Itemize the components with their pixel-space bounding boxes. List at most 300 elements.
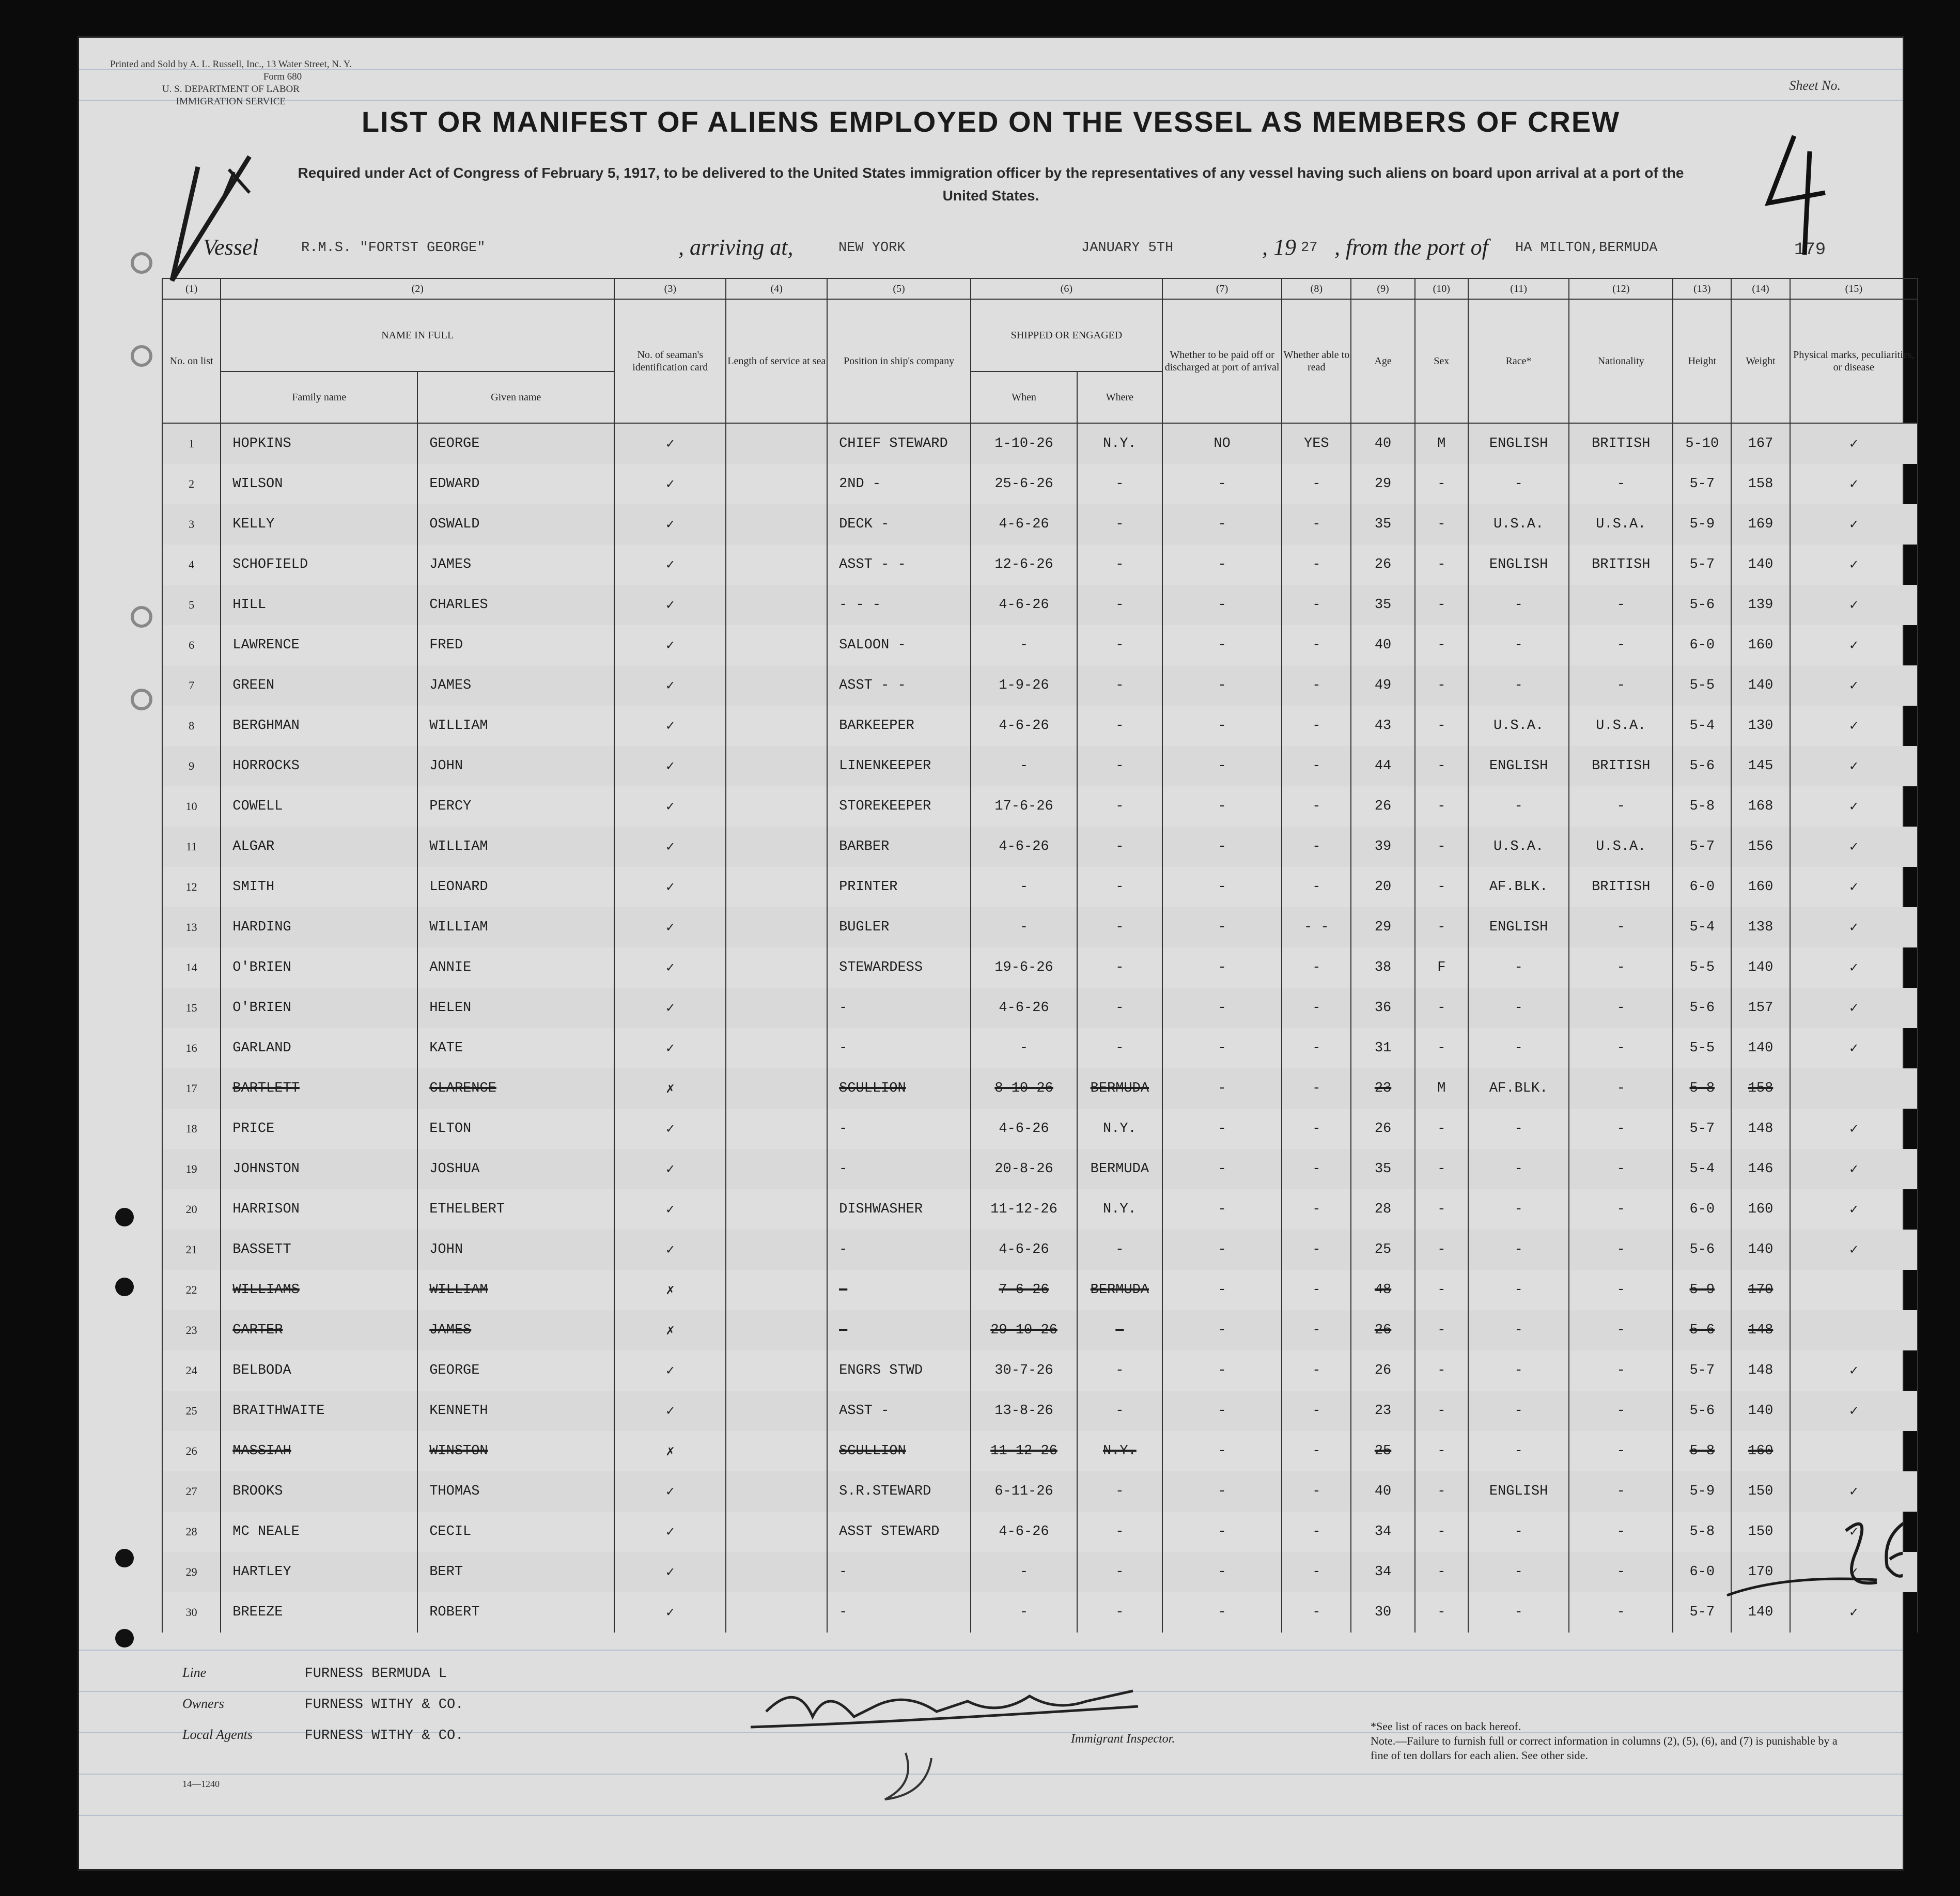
cell-phys: ✓ — [1790, 907, 1918, 947]
cell-weight: 158 — [1731, 464, 1790, 504]
cell-age: 48 — [1351, 1270, 1415, 1310]
cell-given: HELEN — [417, 988, 614, 1028]
cell-length — [726, 786, 827, 827]
cell-no: 17 — [162, 1068, 221, 1109]
cell-family: MASSIAH — [221, 1431, 417, 1471]
cell-height: 5-8 — [1673, 1431, 1731, 1471]
cell-length — [726, 1149, 827, 1189]
cell-length — [726, 1350, 827, 1391]
colnum: (15) — [1790, 278, 1918, 299]
cell-sex: - — [1415, 1391, 1468, 1431]
cell-length — [726, 464, 827, 504]
cell-age: 34 — [1351, 1552, 1415, 1592]
cell-sex: - — [1415, 867, 1468, 907]
cell-paid: - — [1162, 947, 1282, 988]
page-title: LIST OR MANIFEST OF ALIENS EMPLOYED ON THE VESSEL AS MEMBERS OF CREW — [361, 105, 1621, 138]
arrival-date: JANUARY 5TH — [1081, 240, 1174, 256]
cell-id: ✓ — [614, 665, 726, 706]
cell-given: KATE — [417, 1028, 614, 1068]
cell-age: 26 — [1351, 1350, 1415, 1391]
cell-family: BARTLETT — [221, 1068, 417, 1109]
colnum: (1) — [162, 278, 221, 299]
cell-id: ✓ — [614, 1350, 726, 1391]
cell-length — [726, 1512, 827, 1552]
cell-paid: - — [1162, 1552, 1282, 1592]
cell-race: - — [1468, 786, 1569, 827]
cell-sex: - — [1415, 1189, 1468, 1230]
cell-id: ✓ — [614, 827, 726, 867]
cell-length — [726, 907, 827, 947]
cell-length — [726, 706, 827, 746]
cell-race: - — [1468, 1350, 1569, 1391]
cell-length — [726, 746, 827, 786]
cell-given: EDWARD — [417, 464, 614, 504]
cell-weight: 157 — [1731, 988, 1790, 1028]
cell-weight: 160 — [1731, 1431, 1790, 1471]
footer-notes — [1371, 1719, 1846, 1763]
cell-when: - — [971, 867, 1077, 907]
table-row — [162, 545, 1918, 585]
cell-family: BELBODA — [221, 1350, 417, 1391]
cell-age: 44 — [1351, 746, 1415, 786]
cell-phys: ✓ — [1790, 786, 1918, 827]
cell-length — [726, 545, 827, 585]
cell-weight: 145 — [1731, 746, 1790, 786]
cell-position: BARBER — [827, 827, 971, 867]
year-suffix: 27 — [1301, 240, 1318, 256]
cell-id: ✓ — [614, 1149, 726, 1189]
cell-given: CECIL — [417, 1512, 614, 1552]
cell-position: - — [827, 988, 971, 1028]
cell-age: 28 — [1351, 1189, 1415, 1230]
cell-race: - — [1468, 947, 1569, 988]
cell-nationality: - — [1569, 988, 1673, 1028]
cell-position: S.R.STEWARD — [827, 1471, 971, 1512]
cell-id: ✓ — [614, 786, 726, 827]
cell-no: 15 — [162, 988, 221, 1028]
cell-nationality: - — [1569, 1109, 1673, 1149]
cell-given: WILLIAM — [417, 1270, 614, 1310]
cell-length — [726, 1310, 827, 1350]
cell-height: 5-4 — [1673, 1149, 1731, 1189]
cell-read: - — [1282, 1189, 1351, 1230]
cell-where: - — [1077, 464, 1162, 504]
cell-phys: ✓ — [1790, 545, 1918, 585]
cell-race: AF.BLK. — [1468, 1068, 1569, 1109]
cell-length — [726, 1109, 827, 1149]
cell-when: 11-12-26 — [971, 1431, 1077, 1471]
cell-id: ✓ — [614, 1471, 726, 1512]
cell-read: - — [1282, 464, 1351, 504]
colnum: (7) — [1162, 278, 1282, 299]
colnum: (10) — [1415, 278, 1468, 299]
cell-phys: ✓ — [1790, 1592, 1918, 1633]
cell-sex: - — [1415, 988, 1468, 1028]
cell-position: - — [827, 1230, 971, 1270]
cell-family: HARTLEY — [221, 1552, 417, 1592]
cell-where: - — [1077, 1350, 1162, 1391]
cell-nationality: - — [1569, 665, 1673, 706]
cell-paid: - — [1162, 625, 1282, 665]
cell-nationality: - — [1569, 1431, 1673, 1471]
cell-weight: 160 — [1731, 867, 1790, 907]
cell-race: U.S.A. — [1468, 827, 1569, 867]
cell-position: ASST - - — [827, 665, 971, 706]
cell-nationality: - — [1569, 786, 1673, 827]
cell-where: - — [1077, 1592, 1162, 1633]
cell-read: - — [1282, 585, 1351, 625]
colnum: (11) — [1468, 278, 1569, 299]
colnum: (14) — [1731, 278, 1790, 299]
cell-sex: - — [1415, 545, 1468, 585]
cell-nationality: - — [1569, 1230, 1673, 1270]
cell-sex: - — [1415, 786, 1468, 827]
cell-position: ASST - — [827, 1391, 971, 1431]
cell-given: JOSHUA — [417, 1149, 614, 1189]
ledger-line — [79, 1650, 1903, 1651]
cell-phys: ✓ — [1790, 665, 1918, 706]
fine-note: Note.—Failure to furnish full or correct information in columns (2), (5), (6), and (7) is punishable by a fine of ten dollars for each alien. See other side. — [1371, 1734, 1838, 1762]
cell-where: - — [1077, 1310, 1162, 1350]
sheet-number-label: Sheet No. — [1789, 78, 1841, 93]
cell-paid: - — [1162, 1512, 1282, 1552]
table-row — [162, 625, 1918, 665]
cell-id: ✓ — [614, 504, 726, 545]
cell-position: - — [827, 1149, 971, 1189]
cell-weight: 140 — [1731, 1391, 1790, 1431]
cell-phys: ✓ — [1790, 947, 1918, 988]
cell-race: - — [1468, 1310, 1569, 1350]
cell-paid: - — [1162, 1028, 1282, 1068]
cell-phys: ✓ — [1790, 1230, 1918, 1270]
cell-read: YES — [1282, 423, 1351, 464]
cell-paid: - — [1162, 545, 1282, 585]
cell-no: 6 — [162, 625, 221, 665]
agents-value: FURNESS WITHY & CO. — [304, 1728, 464, 1744]
cell-age: 36 — [1351, 988, 1415, 1028]
cell-length — [726, 585, 827, 625]
ledger-line — [79, 1691, 1903, 1692]
cell-phys — [1790, 1431, 1918, 1471]
cell-read: - — [1282, 867, 1351, 907]
colnum: (8) — [1282, 278, 1351, 299]
cell-position: ENGRS STWD — [827, 1350, 971, 1391]
cell-when: 4-6-26 — [971, 1512, 1077, 1552]
cell-weight: 148 — [1731, 1310, 1790, 1350]
cell-no: 28 — [162, 1512, 221, 1552]
cell-position: - — [827, 1552, 971, 1592]
colnum: (2) — [221, 278, 614, 299]
cell-id: ✓ — [614, 1512, 726, 1552]
cell-weight: 170 — [1731, 1270, 1790, 1310]
cell-where: - — [1077, 988, 1162, 1028]
cell-weight: 150 — [1731, 1512, 1790, 1552]
ledger-line — [79, 100, 1903, 101]
cell-phys: ✓ — [1790, 423, 1918, 464]
cell-nationality: - — [1569, 1391, 1673, 1431]
cell-given: GEORGE — [417, 423, 614, 464]
cell-height: 6-0 — [1673, 1189, 1731, 1230]
cell-length — [726, 1471, 827, 1512]
cell-length — [726, 1431, 827, 1471]
crew-manifest-table — [162, 278, 1918, 1633]
cell-position: SCULLION — [827, 1068, 971, 1109]
cell-height: 5-4 — [1673, 907, 1731, 947]
cell-id: ✗ — [614, 1270, 726, 1310]
cell-where: - — [1077, 1552, 1162, 1592]
cell-sex: - — [1415, 585, 1468, 625]
cell-read: - — [1282, 1230, 1351, 1270]
cell-no: 14 — [162, 947, 221, 988]
cell-position: DECK - — [827, 504, 971, 545]
cell-paid: - — [1162, 827, 1282, 867]
cell-weight: 148 — [1731, 1350, 1790, 1391]
cell-paid: - — [1162, 464, 1282, 504]
cell-given: ANNIE — [417, 947, 614, 988]
table-row — [162, 907, 1918, 947]
arriving-label: , arriving at, — [678, 235, 794, 260]
cell-read: - — [1282, 665, 1351, 706]
cell-no: 11 — [162, 827, 221, 867]
cell-no: 12 — [162, 867, 221, 907]
cell-when: 11-12-26 — [971, 1189, 1077, 1230]
vessel-label: Vessel — [203, 235, 259, 260]
cell-where: - — [1077, 786, 1162, 827]
cell-where: - — [1077, 665, 1162, 706]
table-row — [162, 827, 1918, 867]
race-note: *See list of races on back hereof. — [1371, 1720, 1521, 1733]
cell-read: - — [1282, 1028, 1351, 1068]
header-no-on-list: No. on list — [162, 299, 221, 423]
cell-position: CHIEF STEWARD — [827, 423, 971, 464]
cell-read: - — [1282, 1512, 1351, 1552]
cell-id: ✗ — [614, 1068, 726, 1109]
ledger-line — [79, 1774, 1903, 1775]
cell-weight: 148 — [1731, 1109, 1790, 1149]
cell-age: 38 — [1351, 947, 1415, 988]
cell-paid: - — [1162, 1189, 1282, 1230]
cell-weight: 140 — [1731, 1028, 1790, 1068]
cell-weight: 140 — [1731, 1592, 1790, 1633]
cell-length — [726, 1391, 827, 1431]
agents-label: Local Agents — [182, 1727, 253, 1742]
cell-height: 5-9 — [1673, 1471, 1731, 1512]
cell-read: - — [1282, 1310, 1351, 1350]
cell-where: - — [1077, 545, 1162, 585]
cell-where: - — [1077, 867, 1162, 907]
cell-length — [726, 1230, 827, 1270]
cell-sex: - — [1415, 1350, 1468, 1391]
header-physical: Physical marks, peculiarities, or disease — [1790, 299, 1918, 423]
cell-height: 5-8 — [1673, 786, 1731, 827]
cell-nationality: - — [1569, 1149, 1673, 1189]
cell-weight: 140 — [1731, 1230, 1790, 1270]
cell-height: 5-5 — [1673, 665, 1731, 706]
cell-read: - — [1282, 786, 1351, 827]
cell-family: BERGHMAN — [221, 706, 417, 746]
cell-position: - — [827, 1109, 971, 1149]
cell-id: ✓ — [614, 545, 726, 585]
cell-sex: - — [1415, 1592, 1468, 1633]
cell-height: 5-6 — [1673, 746, 1731, 786]
header-given-name: Given name — [417, 371, 614, 423]
cell-no: 2 — [162, 464, 221, 504]
cell-given: CHARLES — [417, 585, 614, 625]
cell-nationality: BRITISH — [1569, 746, 1673, 786]
cell-sex: - — [1415, 1028, 1468, 1068]
cell-paid: - — [1162, 1109, 1282, 1149]
cell-id: ✓ — [614, 1189, 726, 1230]
header-length-service: Length of service at sea — [726, 299, 827, 423]
cell-age: 30 — [1351, 1592, 1415, 1633]
cell-no: 7 — [162, 665, 221, 706]
cell-when: 7-6-26 — [971, 1270, 1077, 1310]
cell-age: 29 — [1351, 464, 1415, 504]
cell-given: JAMES — [417, 665, 614, 706]
cell-nationality: - — [1569, 1310, 1673, 1350]
header-weight: Weight — [1731, 299, 1790, 423]
cell-age: 35 — [1351, 1149, 1415, 1189]
cell-nationality: BRITISH — [1569, 423, 1673, 464]
cell-phys: ✓ — [1790, 988, 1918, 1028]
cell-family: SMITH — [221, 867, 417, 907]
cell-age: 40 — [1351, 1471, 1415, 1512]
table-row — [162, 947, 1918, 988]
cell-when: 4-6-26 — [971, 706, 1077, 746]
cell-age: 20 — [1351, 867, 1415, 907]
cell-sex: - — [1415, 1431, 1468, 1471]
cell-height: 5-7 — [1673, 1109, 1731, 1149]
cell-no: 5 — [162, 585, 221, 625]
cell-id: ✓ — [614, 423, 726, 464]
cell-no: 13 — [162, 907, 221, 947]
cell-family: PRICE — [221, 1109, 417, 1149]
colnum: (9) — [1351, 278, 1415, 299]
table-row — [162, 1189, 1918, 1230]
cell-sex: - — [1415, 907, 1468, 947]
cell-position: - — [827, 1028, 971, 1068]
cell-sex: M — [1415, 423, 1468, 464]
cell-no: 8 — [162, 706, 221, 746]
cell-paid: - — [1162, 1068, 1282, 1109]
cell-where: - — [1077, 1512, 1162, 1552]
cell-length — [726, 1270, 827, 1310]
cell-when: - — [971, 1028, 1077, 1068]
cell-position: STOREKEEPER — [827, 786, 971, 827]
cell-phys: ✓ — [1790, 1028, 1918, 1068]
cell-sex: - — [1415, 1270, 1468, 1310]
table-row — [162, 1149, 1918, 1189]
header-seaman-id: No. of seaman's identification card — [614, 299, 726, 423]
table-row — [162, 1471, 1918, 1512]
cell-sex: F — [1415, 947, 1468, 988]
cell-race: - — [1468, 1149, 1569, 1189]
vessel-name: R.M.S. "FORTST GEORGE" — [301, 240, 486, 256]
from-label: , from the port of — [1334, 235, 1488, 260]
cell-race: - — [1468, 1109, 1569, 1149]
cell-weight: 160 — [1731, 1189, 1790, 1230]
cell-weight: 140 — [1731, 545, 1790, 585]
cell-read: - — [1282, 1068, 1351, 1109]
cell-when: 6-11-26 — [971, 1471, 1077, 1512]
cell-race: - — [1468, 1230, 1569, 1270]
cell-weight: 140 — [1731, 947, 1790, 988]
cell-when: 29-10-26 — [971, 1310, 1077, 1350]
table-row — [162, 1310, 1918, 1350]
cell-when: - — [971, 1552, 1077, 1592]
cell-no: 30 — [162, 1592, 221, 1633]
cell-height: 6-0 — [1673, 867, 1731, 907]
cell-weight: 167 — [1731, 423, 1790, 464]
cell-id: ✓ — [614, 1592, 726, 1633]
cell-race: - — [1468, 665, 1569, 706]
cell-id: ✓ — [614, 706, 726, 746]
cell-weight: 146 — [1731, 1149, 1790, 1189]
cell-nationality: BRITISH — [1569, 545, 1673, 585]
cell-race: - — [1468, 1270, 1569, 1310]
cell-phys: ✓ — [1790, 1391, 1918, 1431]
cell-nationality: BRITISH — [1569, 867, 1673, 907]
cell-weight: 170 — [1731, 1552, 1790, 1592]
cell-length — [726, 665, 827, 706]
cell-position: - — [827, 1270, 971, 1310]
cell-phys: ✓ — [1790, 1471, 1918, 1512]
punch-hole — [131, 345, 152, 367]
cell-length — [726, 947, 827, 988]
cell-when: 8-10-26 — [971, 1068, 1077, 1109]
cell-where: - — [1077, 746, 1162, 786]
footer-owners-row — [182, 1696, 463, 1713]
cell-sex: - — [1415, 1109, 1468, 1149]
cell-given: LEONARD — [417, 867, 614, 907]
punch-hole — [131, 606, 152, 628]
cell-family: HOPKINS — [221, 423, 417, 464]
cell-where: - — [1077, 1471, 1162, 1512]
cell-where: - — [1077, 827, 1162, 867]
cell-id: ✓ — [614, 988, 726, 1028]
cell-race: ENGLISH — [1468, 907, 1569, 947]
cell-race: - — [1468, 625, 1569, 665]
cell-height: 5-7 — [1673, 464, 1731, 504]
table-row — [162, 423, 1918, 464]
cell-nationality: - — [1569, 1350, 1673, 1391]
cell-read: - — [1282, 1149, 1351, 1189]
cell-height: 6-0 — [1673, 625, 1731, 665]
punch-hole — [115, 1549, 134, 1567]
cell-phys: ✓ — [1790, 706, 1918, 746]
header-when: When — [971, 371, 1077, 423]
cell-nationality: - — [1569, 464, 1673, 504]
ledger-line — [79, 1815, 1903, 1816]
cell-paid: NO — [1162, 423, 1282, 464]
cell-no: 9 — [162, 746, 221, 786]
cell-where: N.Y. — [1077, 423, 1162, 464]
cell-phys: ✓ — [1790, 504, 1918, 545]
cell-race: ENGLISH — [1468, 545, 1569, 585]
signature-flourish — [885, 1753, 931, 1799]
cell-weight: 138 — [1731, 907, 1790, 947]
department: U. S. DEPARTMENT OF LABOR — [162, 84, 300, 95]
cell-length — [726, 1189, 827, 1230]
cell-height: 5-4 — [1673, 706, 1731, 746]
cell-given: JAMES — [417, 1310, 614, 1350]
table-row — [162, 1109, 1918, 1149]
cell-family: HARRISON — [221, 1189, 417, 1230]
cell-nationality: - — [1569, 1189, 1673, 1230]
cell-where: N.Y. — [1077, 1431, 1162, 1471]
cell-where: N.Y. — [1077, 1109, 1162, 1149]
header-name-in-full: NAME IN FULL — [221, 299, 614, 371]
